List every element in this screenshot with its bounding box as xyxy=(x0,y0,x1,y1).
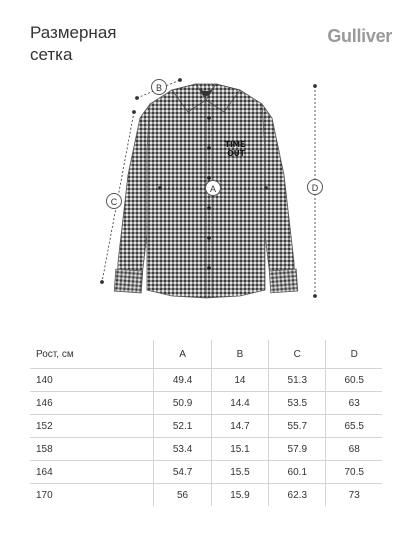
table-row xyxy=(30,438,382,461)
header-height: Рост, см xyxy=(30,340,154,369)
table-cell: 15.5 xyxy=(211,461,268,484)
header-b: B xyxy=(211,340,268,369)
left-cuff xyxy=(114,269,142,293)
table-cell: 146 xyxy=(30,392,154,415)
marker-c: C xyxy=(106,193,122,209)
title-line-2: сетка xyxy=(30,45,73,64)
print-line-2: OUT xyxy=(227,149,245,158)
table-row xyxy=(30,461,382,484)
table-cell: 65.5 xyxy=(326,415,382,438)
table-cell: 62.3 xyxy=(269,484,326,507)
table-cell: 53.5 xyxy=(269,392,326,415)
header-c: C xyxy=(269,340,326,369)
table-header-row xyxy=(30,340,382,369)
size-table xyxy=(30,340,382,506)
table-row xyxy=(30,369,382,392)
table-cell: 152 xyxy=(30,415,154,438)
table-row xyxy=(30,392,382,415)
header-d: D xyxy=(326,340,382,369)
title-line-1: Размерная xyxy=(30,23,117,42)
right-cuff xyxy=(269,269,297,293)
table-cell: 140 xyxy=(30,369,154,392)
table-cell: 73 xyxy=(326,484,382,507)
table-cell: 53.4 xyxy=(154,438,211,461)
table-cell: 52.1 xyxy=(154,415,211,438)
table-cell: 54.7 xyxy=(154,461,211,484)
marker-a: A xyxy=(205,180,221,196)
table-cell: 68 xyxy=(326,438,382,461)
table-cell: 14.4 xyxy=(211,392,268,415)
table-cell: 158 xyxy=(30,438,154,461)
table-cell: 14.7 xyxy=(211,415,268,438)
table-cell: 70.5 xyxy=(326,461,382,484)
table-cell: 170 xyxy=(36,489,53,501)
table-cell: 60.5 xyxy=(326,369,382,392)
table-cell: 60.1 xyxy=(269,461,326,484)
table-cell: 51.3 xyxy=(269,369,326,392)
print-line-1: TIME xyxy=(224,140,246,149)
table-cell: 56 xyxy=(154,484,211,507)
header-a: A xyxy=(154,340,211,369)
table-cell: 15.9 xyxy=(211,484,268,507)
table-cell: 15.1 xyxy=(211,438,268,461)
table-cell: 50.9 xyxy=(154,392,211,415)
table-cell: 57.9 xyxy=(269,438,326,461)
table-row xyxy=(30,484,382,507)
table-cell: 49.4 xyxy=(154,369,211,392)
brand-logo: Gulliver xyxy=(327,26,392,46)
table-cell: 63 xyxy=(326,392,382,415)
marker-b: B xyxy=(151,79,167,95)
table-cell: 55.7 xyxy=(269,415,326,438)
marker-d: D xyxy=(307,179,323,195)
table-cell: 14 xyxy=(211,369,268,392)
table-cell: 164 xyxy=(30,461,154,484)
table-row xyxy=(30,415,382,438)
